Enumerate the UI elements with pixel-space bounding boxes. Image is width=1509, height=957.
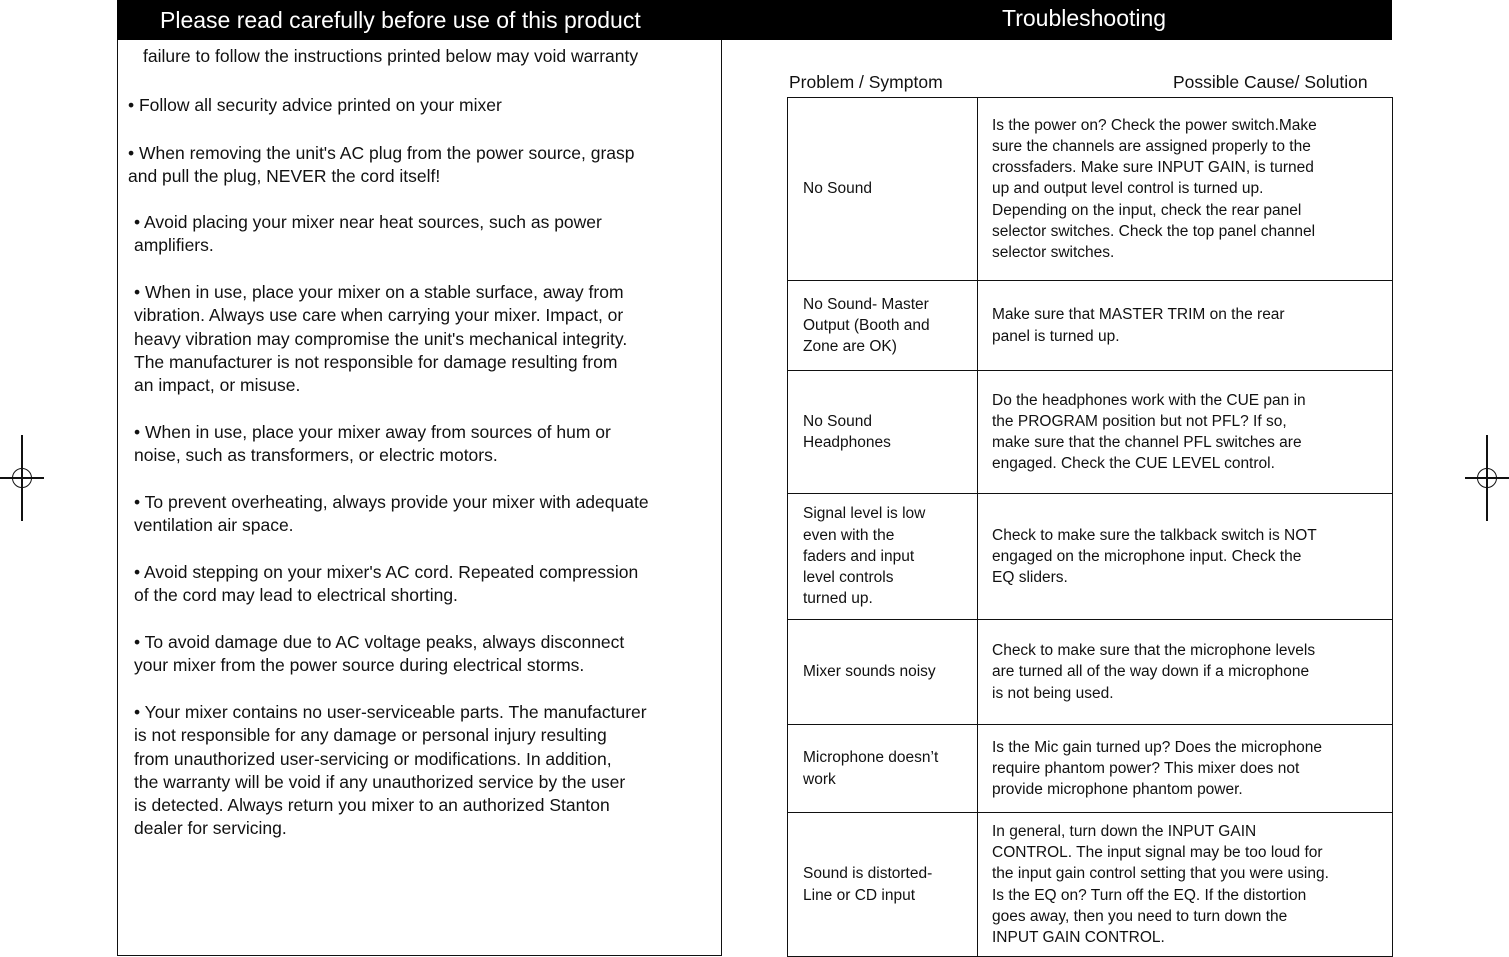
problem-cell [788,725,978,813]
solution-cell [978,620,1393,725]
solution-text: Make sure that MASTER TRIM on the rear [992,306,1285,324]
safety-title: Please read carefully before use of this product [160,7,641,33]
solution-column-header: Possible Cause/ Solution [1173,72,1368,92]
solution-text: CONTROL. The input signal may be too loud for [992,844,1323,862]
safety-bullet [134,701,647,841]
safety-bullet-line: • Avoid stepping on your mixer's AC cord. Repeated compression [134,562,639,582]
safety-bullet-line: noise, such as transformers, or electric motors. [134,445,498,466]
solution-text: engaged on the microphone input. Check the [992,547,1302,565]
solution-text: Check to make sure that the microphone levels [992,642,1316,660]
safety-bullet-line: vibration. Always use care when carrying your mixer. Impact, or [134,305,624,326]
safety-panel [117,40,722,956]
solution-text: require phantom power? This mixer does not [992,759,1300,777]
table-row [788,98,1393,281]
solution-cell [978,813,1393,957]
problem-text: Signal level is low [803,505,926,523]
solution-text: Is the Mic gain turned up? Does the microphone [992,738,1322,756]
safety-bullet-line: The manufacturer is not responsible for damage resulting from [134,351,618,372]
safety-bullet-line: • When in use, place your mixer on a stable surface, away from [134,282,624,302]
warranty-warning: failure to follow the instructions printed below may void warranty [143,46,639,66]
problem-text: work [803,770,836,788]
solution-text: Is the power on? Check the power switch.Make [992,116,1317,134]
safety-bullet-line: your mixer from the power source during electrical storms. [134,655,585,676]
solution-text: sure the channels are assigned properly to the [992,137,1311,155]
problem-text: Sound is distorted- [803,865,933,883]
safety-bullet-line: • Your mixer contains no user-serviceable parts. The manufacturer [134,702,647,722]
registration-mark-right-icon [1465,435,1509,521]
table-row [788,494,1393,620]
safety-bullet [134,421,611,468]
problem-text: level controls [803,569,894,587]
solution-text: selector switches. Check the top panel channel [992,222,1316,240]
problem-cell [788,371,978,494]
solution-cell [978,494,1393,620]
solution-text: crossfaders. Make sure INPUT GAIN, is turned [992,159,1314,177]
problem-text: Zone are OK) [803,338,897,356]
solution-cell [978,98,1393,281]
problem-text: Headphones [803,434,891,451]
solution-text: goes away, then you need to turn down the [992,907,1288,925]
safety-bullet [134,561,638,608]
solution-cell [978,725,1393,813]
safety-bullet-line: and pull the plug, NEVER the cord itself! [128,166,441,187]
safety-bullet [134,211,602,258]
safety-bullet-line: heavy vibration may compromise the unit's mechanical integrity. [134,328,628,349]
safety-bullet [134,491,649,538]
table-row [788,813,1393,957]
solution-text: make sure that the channel PFL switches are [992,434,1302,451]
solution-text: Depending on the input, check the rear panel [992,201,1302,219]
troubleshooting-table [787,97,1393,957]
problem-text: No Sound [803,180,872,198]
problem-text: No Sound- Master [803,295,929,313]
solution-text: Do the headphones work with the CUE pan in [992,391,1306,409]
safety-bullet-line: • Avoid placing your mixer near heat sources, such as power [134,212,602,232]
safety-bullet [128,94,502,117]
safety-bullet-line: ventilation air space. [134,515,294,536]
solution-text: EQ sliders. [992,569,1068,587]
solution-text: selector switches. [992,244,1115,261]
safety-bullet-line: an impact, or misuse. [134,375,301,396]
solution-text: is not being used. [992,684,1114,702]
table-row [788,371,1393,494]
problem-cell [788,813,978,957]
safety-bullet-line: • To prevent overheating, always provide your mixer with adequate [134,492,649,512]
safety-bullet-line: from unauthorized user-servicing or modifications. In addition, [134,748,612,769]
safety-bullet-line: • Follow all security advice printed on your mixer [128,95,502,115]
safety-bullet-line: • When removing the unit's AC plug from the power source, grasp [128,143,635,163]
solution-text: the input gain control setting that you were using. [992,865,1329,883]
problem-cell [788,281,978,371]
problem-text: Microphone doesn’t [803,749,939,767]
safety-bullet-line: dealer for servicing. [134,818,287,839]
safety-bullet-line: amplifiers. [134,235,214,256]
problem-text: Line or CD input [803,886,916,904]
problem-cell [788,620,978,725]
solution-text: provide microphone phantom power. [992,781,1243,799]
problem-cell [788,98,978,281]
solution-cell [978,371,1393,494]
safety-bullet [134,631,624,678]
solution-text: up and output level control is turned up. [992,180,1264,198]
table-row [788,725,1393,813]
safety-bullet-line: is detected. Always return you mixer to an authorized Stanton [134,795,610,816]
safety-bullet [134,281,627,397]
safety-bullet [128,142,635,189]
problem-text: No Sound [803,412,872,430]
solution-text: the PROGRAM position but not PFL? If so, [992,412,1287,430]
problem-text: even with the [803,526,895,544]
table-row [788,281,1393,371]
registration-mark-left-icon [0,435,44,521]
safety-bullet-line: • When in use, place your mixer away from sources of hum or [134,422,611,442]
safety-bullet-line: the warranty will be void if any unauthorized service by the user [134,771,626,792]
safety-bullet-line: • To avoid damage due to AC voltage peaks, always disconnect [134,632,625,652]
solution-text: panel is turned up. [992,327,1120,345]
safety-bullet-line: of the cord may lead to electrical shorting. [134,585,458,606]
safety-bullet-line: is not responsible for any damage or personal injury resulting [134,725,607,746]
solution-cell [978,281,1393,371]
solution-text: are turned all of the way down if a microphone [992,663,1310,681]
problem-cell [788,494,978,620]
problem-text: Output (Booth and [803,316,930,334]
header-bar [117,0,1392,40]
solution-text: In general, turn down the INPUT GAIN [992,822,1257,840]
solution-text: engaged. Check the CUE LEVEL control. [992,455,1275,473]
troubleshooting-title: Troubleshooting [1002,5,1167,31]
solution-text: Is the EQ on? Turn off the EQ. If the distortion [992,886,1307,904]
table-row [788,620,1393,725]
solution-text: Check to make sure the talkback switch is NOT [992,526,1317,544]
problem-text: turned up. [803,590,873,608]
problem-column-header: Problem / Symptom [789,72,943,92]
solution-text: INPUT GAIN CONTROL. [992,928,1165,946]
problem-text: faders and input [803,547,915,565]
problem-text: Mixer sounds noisy [803,663,936,681]
